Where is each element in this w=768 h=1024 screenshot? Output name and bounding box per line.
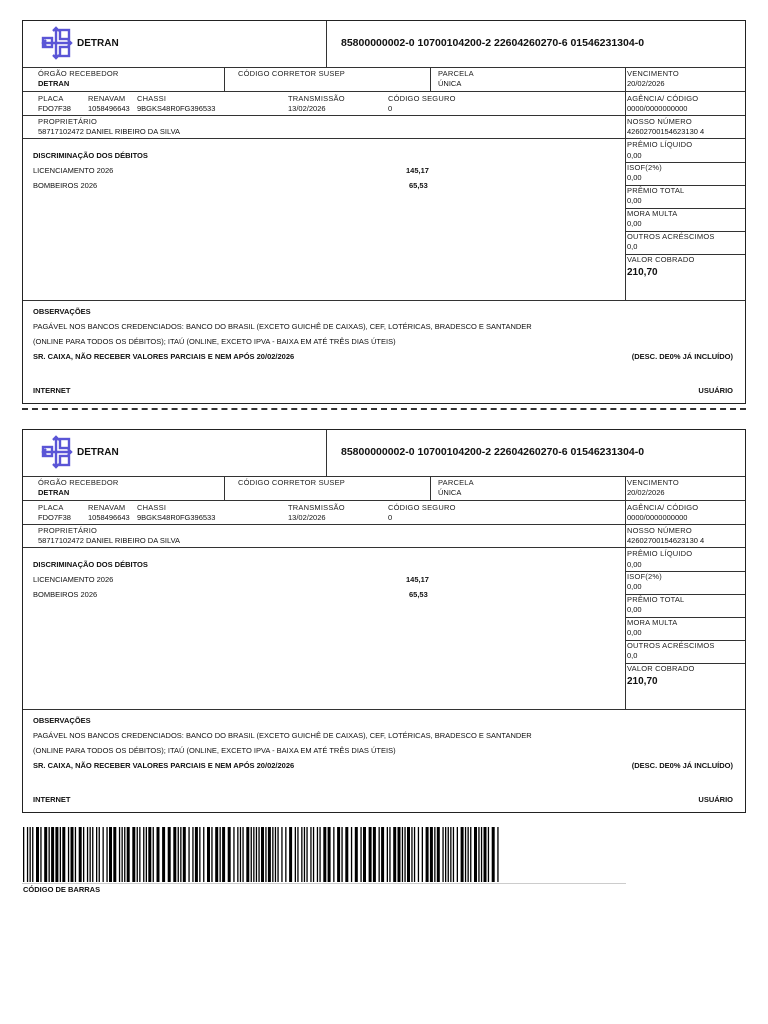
barcode-bar bbox=[92, 827, 93, 882]
barcode-bar bbox=[414, 827, 415, 882]
nosso-numero-value: 42602700154623130 4 bbox=[627, 127, 705, 136]
premio-total-label: PRÊMIO TOTAL bbox=[627, 595, 685, 604]
placa-label: PLACA bbox=[38, 94, 64, 103]
agencia-value: 0000/0000000000 bbox=[627, 104, 688, 113]
vencimento-label: VENCIMENTO bbox=[627, 478, 679, 487]
barcode-bar bbox=[474, 827, 477, 882]
renavam-value: 1058496643 bbox=[88, 513, 130, 522]
barcode-bar bbox=[310, 827, 311, 882]
barcode-bar bbox=[27, 827, 28, 882]
barcode-bar bbox=[306, 827, 307, 882]
obs-line-1: PAGÁVEL NOS BANCOS CREDENCIADOS: BANCO DO BRASIL (EXCETO GUICHÊ DE CAIXAS), CEF, LOTÉRICAS, BRADESCO E SANTANDER bbox=[33, 731, 532, 740]
vencimento-value: 20/02/2026 bbox=[627, 488, 665, 497]
barcode-bar bbox=[178, 827, 179, 882]
barcode-bar bbox=[211, 827, 212, 882]
outros-acrescimos-label: OUTROS ACRÉSCIMOS bbox=[627, 232, 715, 241]
barcode-bar bbox=[411, 827, 412, 882]
barcode-bar bbox=[319, 827, 320, 882]
barcode-bar bbox=[162, 827, 165, 882]
barcode-bar bbox=[261, 827, 264, 882]
seguro-value: 0 bbox=[388, 513, 393, 522]
barcode-bar bbox=[426, 827, 429, 882]
barcode-bar bbox=[398, 827, 401, 882]
barcode-bar bbox=[44, 827, 47, 882]
barcode-bar bbox=[83, 827, 84, 882]
seguro-label: CÓDIGO SEGURO bbox=[388, 503, 456, 512]
internet-label: INTERNET bbox=[33, 795, 71, 804]
orgao-value: DETRAN bbox=[38, 79, 70, 88]
renavam-value: 1058496643 bbox=[88, 104, 130, 113]
barcode-label: CÓDIGO DE BARRAS bbox=[23, 885, 101, 894]
barcode-bar bbox=[492, 827, 495, 882]
barcode-bar bbox=[404, 827, 405, 882]
debitos-title: DISCRIMINAÇÃO DOS DÉBITOS bbox=[33, 151, 148, 160]
valor-cobrado-label: VALOR COBRADO bbox=[627, 664, 695, 673]
internet-label: INTERNET bbox=[33, 386, 71, 395]
barcode-bar bbox=[148, 827, 151, 882]
barcode-bar bbox=[295, 827, 296, 882]
barcode-bar bbox=[369, 827, 372, 882]
detran-logo-icon bbox=[40, 26, 74, 60]
barcode-bar bbox=[373, 827, 376, 882]
chassi-value: 9BGKS48R0FG396533 bbox=[137, 104, 216, 113]
nosso-numero-label: NOSSO NÚMERO bbox=[627, 526, 692, 535]
valor-cobrado-value: 210,70 bbox=[627, 676, 658, 687]
barcode-image bbox=[23, 827, 503, 882]
barcode-bar bbox=[183, 827, 186, 882]
barcode-bar bbox=[215, 827, 218, 882]
seguro-value: 0 bbox=[388, 104, 393, 113]
agencia-value: 0000/0000000000 bbox=[627, 513, 688, 522]
mora-multa-label: MORA MULTA bbox=[627, 618, 678, 627]
barcode-bar bbox=[453, 827, 454, 882]
outros-acrescimos-value: 0,0 bbox=[627, 651, 638, 660]
orgao-value: DETRAN bbox=[38, 488, 70, 497]
barcode-bar bbox=[199, 827, 200, 882]
premio-total-value: 0,00 bbox=[627, 196, 642, 205]
barcode-bar bbox=[317, 827, 318, 882]
barcode-bar bbox=[268, 827, 271, 882]
obs-title: OBSERVAÇÕES bbox=[33, 307, 91, 316]
barcode-bar bbox=[468, 827, 469, 882]
barcode-bar bbox=[251, 827, 252, 882]
placa-label: PLACA bbox=[38, 503, 64, 512]
barcode-bar bbox=[437, 827, 440, 882]
barcode-bar bbox=[240, 827, 241, 882]
barcode-bar bbox=[203, 827, 204, 882]
valor-cobrado-value: 210,70 bbox=[627, 267, 658, 278]
barcode-bar bbox=[122, 827, 123, 882]
barcode-bar bbox=[96, 827, 97, 882]
debito-item-value: 65,53 bbox=[409, 590, 428, 599]
barcode-bar bbox=[124, 827, 125, 882]
barcode-bar bbox=[30, 827, 31, 882]
valor-cobrado-label: VALOR COBRADO bbox=[627, 255, 695, 264]
renavam-label: RENAVAM bbox=[88, 94, 126, 103]
barcode-bar bbox=[297, 827, 298, 882]
barcode-bar bbox=[228, 827, 231, 882]
vencimento-value: 20/02/2026 bbox=[627, 79, 665, 88]
barcode-bar bbox=[450, 827, 451, 882]
barcode-bar bbox=[79, 827, 82, 882]
barcode-bar bbox=[153, 827, 154, 882]
premio-liquido-label: PRÊMIO LÍQUIDO bbox=[627, 549, 693, 558]
barcode-bar bbox=[60, 827, 61, 882]
barcode-bar bbox=[220, 827, 221, 882]
barcode-bar bbox=[448, 827, 449, 882]
barcode-digit-line: 85800000002-0 10700104200-2 22604260270-6 01546231304-0 bbox=[341, 37, 645, 49]
parcela-value: ÚNICA bbox=[438, 488, 462, 497]
agencia-label: AGÊNCIA/ CÓDIGO bbox=[627, 94, 699, 103]
premio-total-value: 0,00 bbox=[627, 605, 642, 614]
barcode-bar bbox=[233, 827, 234, 882]
barcode-bar bbox=[281, 827, 282, 882]
barcode-bar bbox=[393, 827, 396, 882]
barcode-bar bbox=[237, 827, 238, 882]
barcode-bar bbox=[418, 827, 419, 882]
barcode-bar bbox=[265, 827, 266, 882]
barcode-bar bbox=[253, 827, 254, 882]
transmissao-label: TRANSMISSÃO bbox=[288, 503, 345, 512]
barcode-bar bbox=[49, 827, 50, 882]
orgao-label: ÓRGÃO RECEBEDOR bbox=[38, 478, 119, 487]
barcode-bar bbox=[127, 827, 130, 882]
seguro-label: CÓDIGO SEGURO bbox=[388, 94, 456, 103]
barcode-bar bbox=[71, 827, 74, 882]
proprietario-value: 58717102472 DANIEL RIBEIRO DA SILVA bbox=[38, 127, 181, 136]
barcode-bar bbox=[285, 827, 286, 882]
debito-item-desc: BOMBEIROS 2026 bbox=[33, 181, 98, 190]
placa-value: FDO7F38 bbox=[38, 513, 71, 522]
iof-value: 0,00 bbox=[627, 173, 642, 182]
barcode-bar bbox=[137, 827, 138, 882]
barcode-bar bbox=[168, 827, 171, 882]
premio-liquido-value: 0,00 bbox=[627, 560, 642, 569]
barcode-bar bbox=[132, 827, 135, 882]
barcode-bar bbox=[355, 827, 358, 882]
barcode-bar bbox=[51, 827, 54, 882]
proprietario-label: PROPRIETÁRIO bbox=[38, 526, 98, 535]
barcode-bar bbox=[465, 827, 466, 882]
chassi-value: 9BGKS48R0FG396533 bbox=[137, 513, 216, 522]
barcode-bar bbox=[55, 827, 58, 882]
proprietario-value: 58717102472 DANIEL RIBEIRO DA SILVA bbox=[38, 536, 181, 545]
header-org-name: DETRAN bbox=[77, 38, 119, 49]
parcela-label: PARCELA bbox=[438, 478, 474, 487]
barcode-bar bbox=[481, 827, 482, 882]
barcode-bar bbox=[62, 827, 65, 882]
barcode-bar bbox=[146, 827, 147, 882]
barcode-digit-line: 85800000002-0 10700104200-2 22604260270-6 01546231304-0 bbox=[341, 446, 645, 458]
barcode-bar bbox=[461, 827, 464, 882]
barcode-bar bbox=[434, 827, 435, 882]
barcode-bar bbox=[497, 827, 498, 882]
obs-desc: (DESC. DE0% JÁ INCLUÍDO) bbox=[631, 761, 733, 770]
barcode-bar bbox=[402, 827, 403, 882]
payment-slip bbox=[22, 429, 746, 813]
barcode-bar bbox=[173, 827, 176, 882]
chassi-label: CHASSI bbox=[137, 503, 167, 512]
barcode-bar bbox=[313, 827, 314, 882]
barcode-bar bbox=[488, 827, 489, 882]
barcode-bar bbox=[442, 827, 443, 882]
header-org-name: DETRAN bbox=[77, 447, 119, 458]
barcode-bar bbox=[333, 827, 334, 882]
barcode-bar bbox=[289, 827, 292, 882]
obs-desc: (DESC. DE0% JÁ INCLUÍDO) bbox=[631, 352, 733, 361]
barcode-bar bbox=[345, 827, 348, 882]
premio-liquido-label: PRÊMIO LÍQUIDO bbox=[627, 140, 693, 149]
barcode-bar bbox=[192, 827, 193, 882]
barcode-bar bbox=[139, 827, 140, 882]
barcode-bar bbox=[430, 827, 433, 882]
barcode-bar bbox=[323, 827, 326, 882]
barcode-bar bbox=[195, 827, 198, 882]
barcode-bar bbox=[341, 827, 342, 882]
barcode-bar bbox=[258, 827, 259, 882]
barcode-bar bbox=[389, 827, 390, 882]
barcode-bar bbox=[301, 827, 302, 882]
parcela-value: ÚNICA bbox=[438, 79, 462, 88]
barcode-bar bbox=[277, 827, 278, 882]
transmissao-value: 13/02/2026 bbox=[288, 513, 326, 522]
barcode-bar bbox=[242, 827, 243, 882]
debito-item-value: 65,53 bbox=[409, 181, 428, 190]
barcode-bar bbox=[304, 827, 305, 882]
cut-line bbox=[22, 408, 746, 410]
renavam-label: RENAVAM bbox=[88, 503, 126, 512]
barcode-bar bbox=[445, 827, 446, 882]
payment-slip bbox=[22, 20, 746, 404]
obs-line-1: PAGÁVEL NOS BANCOS CREDENCIADOS: BANCO DO BRASIL (EXCETO GUICHÊ DE CAIXAS), CEF, LOTÉRICAS, BRADESCO E SANTANDER bbox=[33, 322, 532, 331]
barcode-bar bbox=[113, 827, 116, 882]
obs-line-2: (ONLINE PARA TODOS OS DÉBITOS); ITAÚ (ONLINE, EXCETO IPVA - BAIXA EM ATÉ TRÊS DIAS ÚTEIS) bbox=[33, 337, 396, 346]
barcode-bar bbox=[157, 827, 160, 882]
barcode-bar bbox=[68, 827, 69, 882]
mora-multa-label: MORA MULTA bbox=[627, 209, 678, 218]
premio-liquido-value: 0,00 bbox=[627, 151, 642, 160]
debitos-title: DISCRIMINAÇÃO DOS DÉBITOS bbox=[33, 560, 148, 569]
barcode-bar bbox=[36, 827, 39, 882]
vencimento-label: VENCIMENTO bbox=[627, 69, 679, 78]
transmissao-label: TRANSMISSÃO bbox=[288, 94, 345, 103]
obs-title: OBSERVAÇÕES bbox=[33, 716, 91, 725]
barcode-bar bbox=[103, 827, 104, 882]
barcode-bar bbox=[143, 827, 144, 882]
nosso-numero-value: 42602700154623130 4 bbox=[627, 536, 705, 545]
barcode-bar bbox=[90, 827, 91, 882]
barcode-bar bbox=[188, 827, 189, 882]
iof-label: ISOF(2%) bbox=[627, 163, 662, 172]
barcode-bar bbox=[379, 827, 380, 882]
detran-logo-icon bbox=[40, 435, 74, 469]
barcode-bar bbox=[275, 827, 276, 882]
barcode-bar bbox=[470, 827, 471, 882]
barcode-bar bbox=[422, 827, 423, 882]
mora-multa-value: 0,00 bbox=[627, 628, 642, 637]
barcode-bar bbox=[40, 827, 41, 882]
barcode-bar bbox=[381, 827, 384, 882]
placa-value: FDO7F38 bbox=[38, 104, 71, 113]
obs-warning: SR. CAIXA, NÃO RECEBER VALORES PARCIAIS E NEM APÓS 20/02/2026 bbox=[33, 352, 295, 361]
corretor-label: CÓDIGO CORRETOR SUSEP bbox=[238, 69, 345, 78]
barcode-bar bbox=[180, 827, 181, 882]
barcode-bar bbox=[32, 827, 33, 882]
usuario-label: USUÁRIO bbox=[698, 386, 733, 395]
iof-value: 0,00 bbox=[627, 582, 642, 591]
barcode-bar bbox=[478, 827, 479, 882]
orgao-label: ÓRGÃO RECEBEDOR bbox=[38, 69, 119, 78]
barcode-bar bbox=[360, 827, 361, 882]
barcode-bar bbox=[337, 827, 340, 882]
barcode-bar bbox=[351, 827, 352, 882]
debito-item-desc: BOMBEIROS 2026 bbox=[33, 590, 98, 599]
outros-acrescimos-value: 0,0 bbox=[627, 242, 638, 251]
barcode-bar bbox=[272, 827, 273, 882]
barcode-bar bbox=[484, 827, 487, 882]
debito-item-value: 145,17 bbox=[406, 575, 429, 584]
premio-total-label: PRÊMIO TOTAL bbox=[627, 186, 685, 195]
proprietario-label: PROPRIETÁRIO bbox=[38, 117, 98, 126]
barcode-bar bbox=[109, 827, 112, 882]
transmissao-value: 13/02/2026 bbox=[288, 104, 326, 113]
barcode-bar bbox=[106, 827, 107, 882]
debito-item-desc: LICENCIAMENTO 2026 bbox=[33, 575, 114, 584]
barcode-bar bbox=[119, 827, 120, 882]
barcode-bar bbox=[246, 827, 249, 882]
barcode-bar bbox=[87, 827, 88, 882]
usuario-label: USUÁRIO bbox=[698, 795, 733, 804]
chassi-label: CHASSI bbox=[137, 94, 167, 103]
debito-item-value: 145,17 bbox=[406, 166, 429, 175]
barcode-bar bbox=[222, 827, 225, 882]
barcode-bar bbox=[363, 827, 366, 882]
corretor-label: CÓDIGO CORRETOR SUSEP bbox=[238, 478, 345, 487]
obs-line-2: (ONLINE PARA TODOS OS DÉBITOS); ITAÚ (ONLINE, EXCETO IPVA - BAIXA EM ATÉ TRÊS DIAS ÚTEIS) bbox=[33, 746, 396, 755]
barcode-bar bbox=[23, 827, 24, 882]
agencia-label: AGÊNCIA/ CÓDIGO bbox=[627, 503, 699, 512]
barcode-bar bbox=[99, 827, 100, 882]
parcela-label: PARCELA bbox=[438, 69, 474, 78]
barcode-bar bbox=[207, 827, 210, 882]
iof-label: ISOF(2%) bbox=[627, 572, 662, 581]
obs-warning: SR. CAIXA, NÃO RECEBER VALORES PARCIAIS E NEM APÓS 20/02/2026 bbox=[33, 761, 295, 770]
nosso-numero-label: NOSSO NÚMERO bbox=[627, 117, 692, 126]
outros-acrescimos-label: OUTROS ACRÉSCIMOS bbox=[627, 641, 715, 650]
barcode-bar bbox=[256, 827, 257, 882]
barcode-bar bbox=[328, 827, 331, 882]
mora-multa-value: 0,00 bbox=[627, 219, 642, 228]
barcode-bar bbox=[457, 827, 458, 882]
barcode-bar bbox=[75, 827, 76, 882]
barcode-bar bbox=[387, 827, 388, 882]
debito-item-desc: LICENCIAMENTO 2026 bbox=[33, 166, 114, 175]
barcode-bar bbox=[407, 827, 410, 882]
